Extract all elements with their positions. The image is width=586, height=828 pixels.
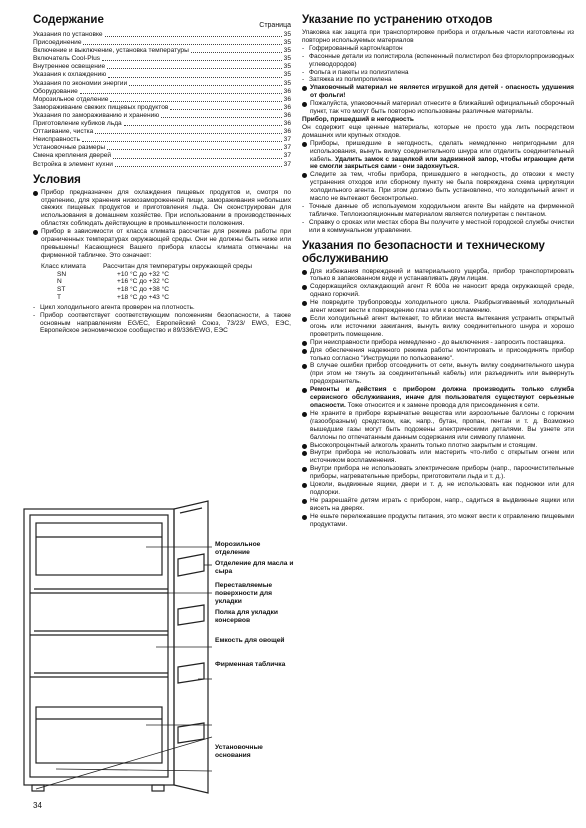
waste-intro: Упаковка как защита при транспортировке прибора и отдельные части изготовлены из повторно используемых материалов xyxy=(302,29,574,44)
toc-leader xyxy=(110,96,281,102)
conditions-title: Условия xyxy=(33,173,81,186)
safety-bullet: Не храните в приборе взрывчатые вещества или аэрозольные баллоны с горючим (газообразным) средством, как, напр., бутан, пропан, пентан и т. д. Возможно вышедшие газы могут быть подожены электрическими деталями. Вы узнете эти баллоны по отпечатанным данным содержания или символу пламени. xyxy=(302,410,574,442)
conditions-dash-2: - Прибор соответствует соответствующим положениям безопасности, а также основным направлениям EG/EC, Европейский Союз, 73/23/ EWG, ЕЭС, Европейское экономическое сообщество и 89/336/EWG, ЕЭС xyxy=(33,312,291,336)
toc-item xyxy=(33,96,291,104)
toc-item-title: Оборудование xyxy=(33,87,78,95)
toc-item-title: Неисправность xyxy=(33,136,80,144)
toc-item xyxy=(33,47,291,55)
safety-bullet: Высокопроцентный алкоголь хранить только плотно закрытым и стоящим. xyxy=(302,442,574,450)
climate-row xyxy=(33,278,291,286)
safety-bullet: Если холодильный агент вытекает, то вблизи места вытекания устранить открытый огонь или источники зажигания, вынуть вилку соединительного шнура и хорошо проветрить помещение. xyxy=(302,315,574,339)
left-column xyxy=(33,14,291,335)
climate-row xyxy=(33,286,291,294)
toc-page-label: Страница xyxy=(259,22,291,29)
climate-row xyxy=(33,294,291,302)
conditions-bullet-1: Прибор предназначен для охлаждения пищевых продуктов и, смотря по отделению, для хранения низкозамороженной пищи, замораживания небольших свежих пищевых продуктов и приготовления льда. Он сконструирован для использования в домашнем хозяйстве. При использовании в производственных областях соблюдать действующие в промышленности положения. xyxy=(33,189,291,229)
toc-item-title: Замораживание свежих пищевых продуктов xyxy=(33,103,169,111)
fridge-diagram xyxy=(16,497,294,797)
toc-item xyxy=(33,55,291,63)
toc-leader xyxy=(80,88,282,94)
waste-material-item: - Гофрированный картон/картон xyxy=(302,45,574,53)
toc-item-page: 35 xyxy=(283,79,291,87)
toc-item-title: Установочные размеры xyxy=(33,144,106,152)
waste-dash-1: - Точные данные об используемом хододильном агенте Вы найдете на фирменной табличке. Теплоизоляционным материалом является полиуретан с пентаном. xyxy=(302,203,574,219)
toc-title: Содержание xyxy=(33,14,104,26)
callout-butter-cheese: Отделение для масла и сыра xyxy=(215,560,294,575)
toc-item-page: 35 xyxy=(283,71,291,79)
conditions-dash-1: - Цикл холодильного агента проверен на плотность. xyxy=(33,304,291,312)
toc-item-title: Указания к охлаждению xyxy=(33,71,107,79)
page-number: 34 xyxy=(33,801,42,810)
toc-item-title: Присоединение xyxy=(33,39,82,47)
toc-item xyxy=(33,31,291,39)
safety-bullet: Содержащийся охлаждающий агент R 600a не наносит вреда окружающей среде, однако горючий. xyxy=(302,283,574,299)
climate-table xyxy=(33,263,291,302)
safety-bullet: Внутри прибора не использовать или мастерить что-либо с открытым огнем или источником воспламенения. xyxy=(302,449,574,465)
waste-title: Указание по устранению отходов xyxy=(302,14,493,26)
toc-leader xyxy=(191,47,282,53)
safety-bullet: Не разрешайте детям играть с прибором, напр., садиться в выдвижные ящики или висеть на дверях. xyxy=(302,497,574,513)
safety-bullet: Для избежания повреждений и материального ущерба, прибор транспортировать только в запакованном виде и устанавливать двум лицам. xyxy=(302,268,574,284)
toc-item-page: 35 xyxy=(283,63,291,71)
climate-range: +16 °C до +32 °C xyxy=(117,278,170,286)
toc-item xyxy=(33,63,291,71)
toc-leader xyxy=(82,136,282,142)
safety-repair-bullet xyxy=(302,386,574,410)
climate-class: ST xyxy=(57,286,66,294)
toc-item-title: Смена крепления дверей xyxy=(33,152,112,160)
climate-range: +10 °C до +32 °C xyxy=(117,270,170,278)
toc-item-page: 37 xyxy=(283,136,291,144)
waste-bullet-3 xyxy=(302,140,574,172)
climate-class-header: Класс климата xyxy=(41,262,86,270)
toc-leader xyxy=(108,71,281,77)
waste-bullet-bold: Упаковочный материал не является игрушкой для детей - опасность удушения от фольги! xyxy=(302,84,574,100)
callout-vegetable-bin: Емкость для овощей xyxy=(215,637,285,644)
toc-item-page: 37 xyxy=(283,144,291,152)
toc-item-page: 36 xyxy=(283,103,291,111)
climate-class: SN xyxy=(57,270,67,278)
toc-leader xyxy=(83,39,281,45)
toc-item-page: 35 xyxy=(283,55,291,63)
toc-item-title: Встройка в элемент кухни xyxy=(33,160,113,168)
toc-leader xyxy=(170,104,281,110)
safety-bullet: Для обеспечения надежного режима работы монтировать и присоединять прибор только согласно "Инструкции по пользованию". xyxy=(302,347,574,363)
toc-item xyxy=(33,104,291,112)
safety-bullet: В случае ошибки прибор отсоединить от сети, вынуть вилку соединительного шнура (при этом не тянуть за соединительный кабель) или разъединить или вывернуть предохранитель. xyxy=(302,362,574,386)
waste-bullet-2: Пожалуйста, упаковочный материал отнесите в ближайший официальный сборочный пункт, так что могут быть повторно использованы различные материалы. xyxy=(302,100,574,116)
waste-bullet-3-bold: Удалить замок с защелкой или задвижной запор, чтобы играющие дети не смогли закрыться сами - они задохнуться. xyxy=(310,155,574,171)
toc-item-title: Внутреннее освещение xyxy=(33,63,106,71)
toc-item-title: Указания по экономии энергии xyxy=(33,79,128,87)
toc-item-page: 35 xyxy=(283,39,291,47)
toc-item-title: Указания по установке xyxy=(33,31,103,38)
toc-item xyxy=(33,88,291,96)
toc-leader xyxy=(107,144,282,150)
callout-rating-plate: Фирменная табличка xyxy=(215,661,286,668)
toc-leader xyxy=(105,31,282,37)
toc-leader xyxy=(95,128,281,134)
waste-dash-2: - Справку о сроках или местах сбора Вы получите у местной городской службы очистки или в коммунальном управлении. xyxy=(302,219,574,235)
climate-range-header: Рассчитан для температуры окружающей среды xyxy=(103,262,252,270)
safety-repair-rest: Тоже относится и к замене провода для присоединения к сети. xyxy=(347,401,540,409)
waste-subheading: Прибор, пришедший в негодность xyxy=(302,115,414,123)
callout-can-shelf: Полка для укладки консервов xyxy=(215,609,278,624)
toc-item-title: Морозильное отделение xyxy=(33,95,109,103)
toc-leader xyxy=(161,112,281,118)
safety-bullet: При неисправности прибора немедленно - до выключения - запросить поставщика. xyxy=(302,339,574,347)
waste-sub-text: Он содержит еще ценные материалы, которые не просто уда лить посредством домашних или крупных отходов. xyxy=(302,123,574,139)
waste-material-item: - Затяжка из полипропилена xyxy=(302,76,574,84)
toc-item xyxy=(33,152,291,160)
climate-range: +18 °C до +43 °C xyxy=(117,293,170,301)
toc-item xyxy=(33,128,291,136)
callout-adjustable-shelves: Переставляемые поверхности для укладки xyxy=(215,582,273,605)
waste-material-item: - Фасонные детали из полистирола (вспененный полистирол без фторхлорпроизводных углеводородов) xyxy=(302,53,574,69)
toc-item xyxy=(33,80,291,88)
toc-item xyxy=(33,112,291,120)
waste-bullet-4: Следите за тем, чтобы прибора, пришедшего в негодность, до отвозки к месту устранения отходов или сборному пункту не была повреждена схема циркуляции холодильного агента. При этом должно быть установлено, что холодильный агент и масло не вытекают бесконтрольно. xyxy=(302,171,574,203)
toc-item-title: Оттаивание, чистка xyxy=(33,128,94,136)
toc-leader xyxy=(107,63,281,69)
toc-item-page: 36 xyxy=(283,128,291,136)
toc-item-page: 36 xyxy=(283,111,291,119)
toc-item-page: 36 xyxy=(283,87,291,95)
toc-item xyxy=(33,120,291,128)
toc-item-page: 36 xyxy=(283,120,291,128)
safety-bullet: Цоколи, выдвижные ящики, двери и т. д. не использовать как подножки или для подпорки. xyxy=(302,481,574,497)
climate-range: +18 °C до +38 °C xyxy=(117,286,170,294)
toc-item-title: Включение и выключение, установка температуры xyxy=(33,47,189,55)
toc-list xyxy=(33,31,291,169)
toc-item xyxy=(33,136,291,144)
climate-class: N xyxy=(57,278,62,286)
toc-item-page: 35 xyxy=(283,31,291,38)
toc-item-page: 36 xyxy=(283,95,291,103)
callout-freezer: Морозильное отделение xyxy=(215,541,261,556)
toc-item-title: Приготовление кубиков льда xyxy=(33,120,122,128)
safety-bullet: Внутри прибора не использовать электрические приборы (напр., пароочистительные приборы, нагревательные приборы, приготовители льда и т. д.). xyxy=(302,465,574,481)
toc-item-title: Включатель Cool-Plus xyxy=(33,55,101,63)
toc-leader xyxy=(115,161,282,167)
toc-item xyxy=(33,39,291,47)
toc-leader xyxy=(124,120,282,126)
climate-class: T xyxy=(57,293,62,301)
safety-repair-bold: Ремонты и действия с прибором должна производить только служба сервисного обслуживания, иначе для пользователя существуют серьезные опасности. xyxy=(310,386,574,409)
safety-bullet: Не повредите трубопроводы холодильного цикла. Разбрызгиваемый холодильный агент может вести к повреждению глаз или к воспламению. xyxy=(302,299,574,315)
toc-leader xyxy=(113,152,282,158)
toc-header xyxy=(33,14,291,29)
safety-bullet: Не ешьте перележавшие продукты питания, это может вести к отравлению пищевыми продуктами. xyxy=(302,513,574,529)
toc-item xyxy=(33,161,291,169)
right-column xyxy=(302,14,574,528)
toc-item-page: 37 xyxy=(283,160,291,168)
toc-leader xyxy=(102,55,282,61)
toc-item-page: 37 xyxy=(283,152,291,160)
toc-leader xyxy=(129,80,282,86)
waste-material-item: - Фольга и пакеты из полиэтилена xyxy=(302,69,574,77)
safety-title: Указания по безопасности и техническому обслуживанию xyxy=(302,239,545,265)
callout-feet: Установочные основания xyxy=(215,744,263,759)
conditions-bullet-2: Прибор в зависимости от класса климата рассчитан для режима работы при ограниченных температурах окружающей среды. Они не должны быть ниже или превышены! Касающиеся Вашего прибора классы климата отмечаны на фирменной табличке. Это означает: xyxy=(33,228,291,260)
toc-item xyxy=(33,71,291,79)
waste-bullet-3-text: Приборы, пришедшие в негодность, сделать немедленно непригодными для использования, вынуть вилку соединительного шнура или отделить соединительный кабель. xyxy=(310,139,574,163)
toc-item-page: 35 xyxy=(283,47,291,55)
toc-item-title: Указания по замораживанию и хранению xyxy=(33,111,160,119)
